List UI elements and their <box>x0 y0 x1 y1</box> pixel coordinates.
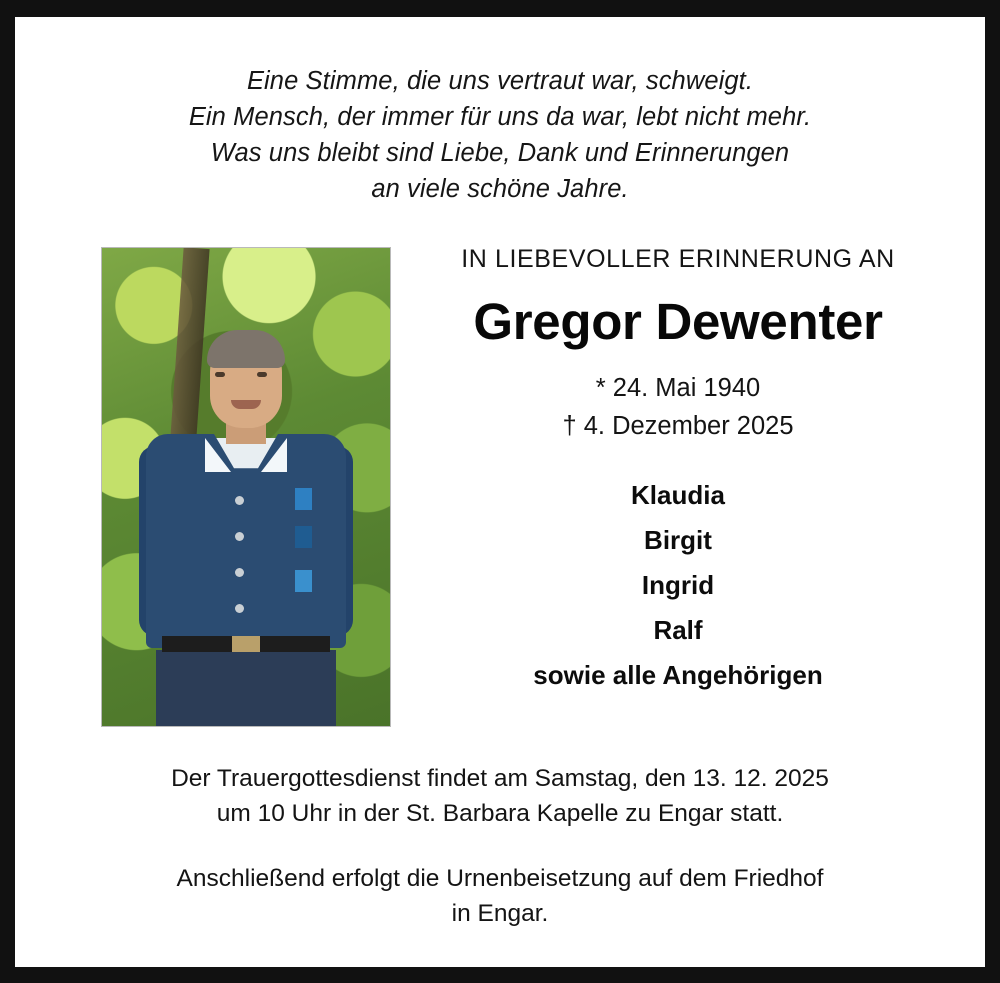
hair <box>207 330 285 368</box>
survivors-closing: sowie alle Angehörigen <box>533 660 823 690</box>
cardigan-stripe <box>295 526 312 548</box>
details-column <box>389 245 951 698</box>
portrait-photo-wrapper <box>101 247 389 727</box>
poem-line-1: Eine Stimme, die uns vertraut war, schweigt. <box>246 67 754 95</box>
poem-line-2: Ein Mensch, der immer für uns da war, lebt nicht mehr. <box>188 103 812 131</box>
service-line-1: Der Trauergottesdienst findet am Samstag, den 13. 12. 2025 <box>171 765 829 792</box>
life-dates <box>411 369 945 445</box>
cardigan-button <box>235 532 244 541</box>
memoriam-heading: IN LIEBEVOLLER ERINNERUNG AN <box>461 245 895 273</box>
funeral-service-paragraph <box>49 761 951 831</box>
eye-left <box>215 372 225 377</box>
memorial-poem <box>49 63 951 207</box>
survivor-name: Ralf <box>653 615 703 645</box>
burial-line-2: in Engar. <box>451 900 549 927</box>
survivor-name: Birgit <box>644 525 712 555</box>
mouth <box>231 400 261 409</box>
birth-date: * 24. Mai 1940 <box>595 374 761 402</box>
burial-paragraph <box>49 861 951 931</box>
notice-card <box>15 17 985 967</box>
service-line-2: um 10 Uhr in der St. Barbara Kapelle zu Engar statt. <box>216 800 784 827</box>
cardigan-button <box>235 496 244 505</box>
death-date: † 4. Dezember 2025 <box>562 412 794 440</box>
cardigan-stripe <box>295 488 312 510</box>
cardigan-stripe <box>295 570 312 592</box>
poem-line-3: Was uns bleibt sind Liebe, Dank und Erinnerungen <box>210 139 790 167</box>
cardigan-button <box>235 568 244 577</box>
portrait-and-details <box>49 243 951 727</box>
eye-right <box>257 372 267 377</box>
burial-line-1: Anschließend erfolgt die Urnenbeisetzung auf dem Friedhof <box>176 865 824 892</box>
portrait-photo <box>101 247 391 727</box>
survivor-name: Ingrid <box>641 570 715 600</box>
deceased-name: Gregor Dewenter <box>473 293 883 350</box>
poem-line-4: an viele schöne Jahre. <box>371 175 629 203</box>
survivors-list <box>411 473 945 698</box>
survivor-name: Klaudia <box>631 480 725 510</box>
trousers <box>156 650 336 727</box>
belt-buckle <box>232 636 260 652</box>
service-information <box>49 761 951 931</box>
person-figure <box>139 326 353 726</box>
cardigan-button <box>235 604 244 613</box>
